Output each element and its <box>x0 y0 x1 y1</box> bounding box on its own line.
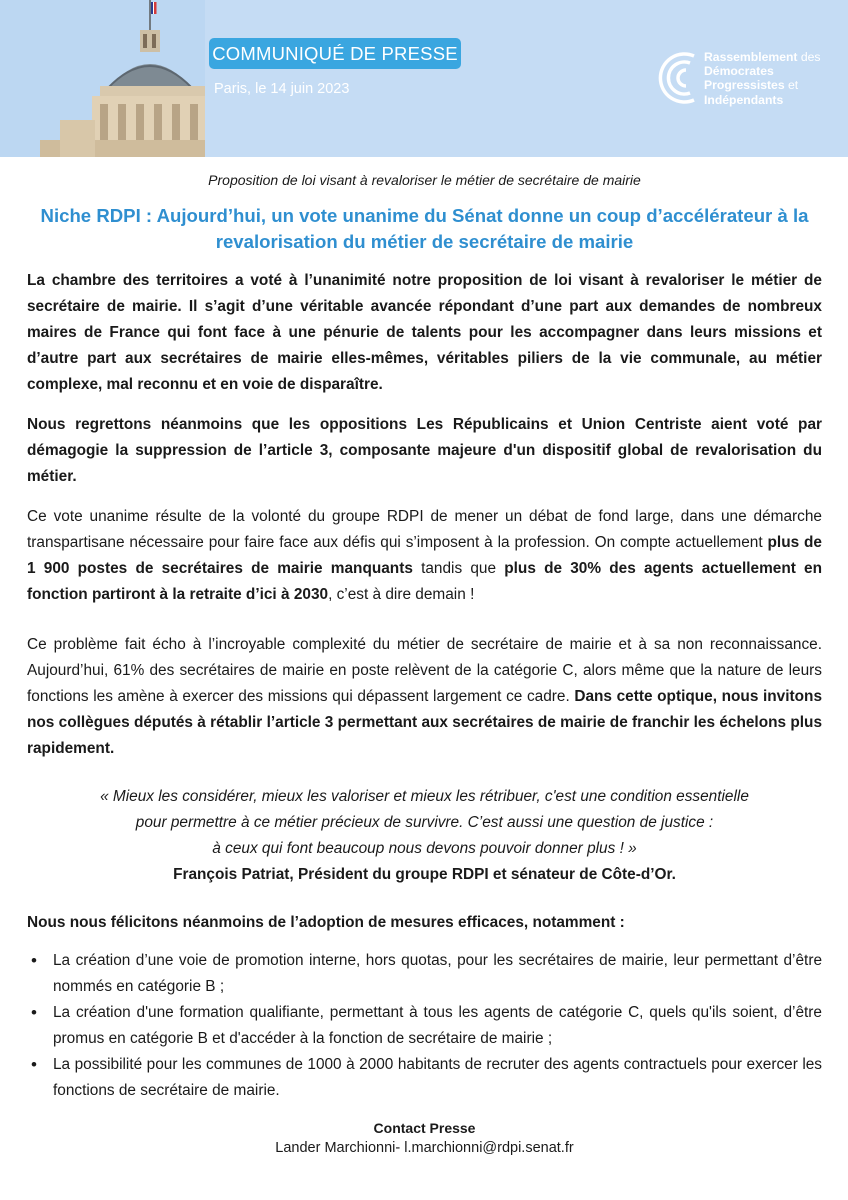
list-item: • La création d'une formation qualifiante, permettant à tous les agents de catégorie C, quels qu'ils soient, d’être promus en catégorie B et d'accéder à la fonction de secrétaire de mairie ; <box>27 1000 822 1052</box>
para3-text-3: , c’est à dire demain ! <box>328 586 475 603</box>
press-release-badge <box>209 38 461 69</box>
logo-line1-light: des <box>800 50 821 64</box>
article-headline: Niche RDPI : Aujourd’hui, un vote unanime du Sénat donne un coup d’accélérateur à la revalorisation du métier de secrétaire de mairie <box>40 205 809 252</box>
quote-line-1: « Mieux les considérer, mieux les valoriser et mieux les rétribuer, c'est une condition essentielle <box>100 788 749 805</box>
contact-details: Lander Marchionni- l.marchionni@rdpi.senat.fr <box>275 1140 574 1156</box>
release-date: Paris, le 14 juin 2023 <box>214 81 350 97</box>
rdpi-logo-wordmark <box>704 50 821 107</box>
article-subtitle: Proposition de loi visant à revaloriser le métier de secrétaire de mairie <box>208 172 641 188</box>
header-banner <box>0 0 848 157</box>
paragraph-regrets: Nous regrettons néanmoins que les oppositions Les Républicains et Union Centriste aient voté par démagogie la suppression de l’article 3, composante majeure d'un dispositif global de revalorisation du métier. <box>27 416 822 485</box>
para4-bold-1: Dans cette optique, nous invitons nos collègues députés à rétablir l’article 3 permettant aux secrétaires de mairie de franchir les échelons plus rapidement. <box>27 688 823 757</box>
list-item: • La création d’une voie de promotion interne, hors quotas, pour les secrétaires de mairie, leur permettant d’être nommés en catégorie B ; <box>27 948 822 1000</box>
logo-line1-bold: Rassemblement <box>704 50 798 64</box>
press-release-label: COMMUNIQUÉ DE PRESSE <box>212 43 458 64</box>
paragraph-vote-context <box>27 504 822 608</box>
patriat-quote <box>27 784 822 862</box>
paragraph-complexity <box>27 632 822 762</box>
contact-title: Contact Presse <box>373 1120 476 1136</box>
measures-list <box>27 948 822 1104</box>
quote-line-2: pour permettre à ce métier précieux de survivre. C’est aussi une question de justice : <box>135 814 714 831</box>
logo-line4: Indépendants <box>704 92 784 107</box>
quote-author: François Patriat, Président du groupe RDPI et sénateur de Côte-d’Or. <box>173 866 676 883</box>
para3-bold-2: plus de 30% des agents actuellement en fonction partiront à la retraite d’ici à 2030 <box>27 560 822 603</box>
list-item: • La possibilité pour les communes de 1000 à 2000 habitants de recruter des agents contractuels pour exercer les fonctions de secrétaire de mairie. <box>27 1052 822 1104</box>
logo-line3-bold: Progressistes <box>704 78 785 93</box>
paragraph-vote-unanime: La chambre des territoires a voté à l’unanimité notre proposition de loi visant à revaloriser le métier de secrétaire de mairie. Il s’agit d’une véritable avancée répondant d’une part aux demandes de nombreux maires de France qui font face à une pénurie de talents pour les accompagner dans leurs missions et d’autre part aux secrétaires de mairie elles-mêmes, véritables piliers de la vie communale, au métier complexe, mal reconnu et en voie de disparaître. <box>27 272 822 393</box>
para3-bold-1: plus de 1 900 postes de secrétaires de mairie manquants <box>27 534 822 577</box>
para4-text-1: Ce problème fait écho à l’incroyable complexité du métier de secrétaire de mairie et à sa non reconnaissance. Aujourd’hui, 61% des secrétaires de mairie en poste relèvent de la catégorie C, alors même que la nature de leurs fonctions les amène à exercer des missions qui dépassent largement ce cadre. <box>27 636 822 705</box>
senate-dome-illustration <box>0 0 205 157</box>
quote-line-3: à ceux qui font beaucoup nous devons pouvoir donner plus ! » <box>212 840 637 857</box>
logo-line2: Démocrates <box>704 64 774 79</box>
rdpi-logo-icon <box>654 48 704 108</box>
para3-text-2: tandis que <box>412 560 505 577</box>
press-release-body <box>27 170 822 1158</box>
senate-building-photo <box>0 0 205 157</box>
rdpi-logo <box>654 48 844 112</box>
measures-intro: Nous nous félicitons néanmoins de l’adoption de mesures efficaces, notamment : <box>27 914 625 931</box>
para3-text-1: Ce vote unanime résulte de la volonté du groupe RDPI de mener un débat de fond large, dans une démarche transpartisane nécessaire pour faire face aux défis qui s’imposent à la profession. On compte actuellement <box>27 508 822 551</box>
logo-line3-light: et <box>788 78 799 93</box>
